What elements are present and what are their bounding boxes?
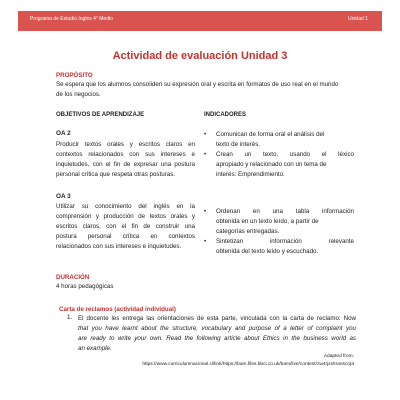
adapted-label: Adapted from: xyxy=(323,354,354,359)
oa2-indicator-2: • Crean un texto, usando el léxico apropiado y relacionado con un tema de interés: Emprendimiento. xyxy=(204,151,354,178)
oa2-text xyxy=(56,140,195,180)
carta-line-1: El docente les entrega las orientaciones de esta parte, vinculada con la carta de reclamo: Now xyxy=(78,315,356,322)
oa2-line-2: contextos relacionados con sus intereses e xyxy=(56,151,195,158)
program-name: Programa de Estudio Inglés 4° Medio xyxy=(30,16,113,22)
oa3-line-5: relacionados con sus intereses e inquietudes. xyxy=(56,243,182,250)
header-bar xyxy=(18,11,382,31)
bullet-icon: • xyxy=(204,131,207,138)
carta-title: Carta de reclamos (actividad individual) xyxy=(59,306,176,313)
oa3-text xyxy=(56,202,195,252)
proposito-line-2: de los negocios. xyxy=(56,91,101,98)
oa2-line-3: inquietudes, con el fin de expresar una postura xyxy=(56,161,195,168)
oa3-line-1: Utilizar su conocimiento del inglés en la xyxy=(56,203,195,210)
oa2-title: OA 2 xyxy=(56,130,71,137)
oa3-indicators xyxy=(204,207,354,257)
bullet-icon: • xyxy=(204,208,207,215)
objetivos-heading: OBJETIVOS DE APRENDIZAJE xyxy=(56,112,145,118)
oa2-indicators xyxy=(204,130,354,180)
oa3-indicator-2: • Sintetizan información relevante obtenida del texto leído y escuchado. xyxy=(204,238,354,255)
duracion-value: 4 horas pedagógicas xyxy=(56,283,114,290)
oa3-line-3: escritos claros, con el fin de construir una xyxy=(56,223,195,230)
proposito-label: PROPÓSITO xyxy=(56,72,93,79)
bullet-icon: • xyxy=(204,151,207,158)
carta-line-2: that you have learnt about the structure, vocabulary and purpose of a letter of complaint you xyxy=(78,325,356,332)
duracion-label: DURACIÓN xyxy=(56,274,90,281)
oa3-line-4: postura personal crítica en contextos xyxy=(56,233,195,240)
oa3-title: OA 3 xyxy=(56,193,71,200)
oa2-line-1: Producir textos orales y escritos claros en xyxy=(56,141,195,148)
oa3-line-2: comprensión y producción de textos orales y xyxy=(56,213,195,220)
oa2-line-4: personal crítica que respeta otras posturas. xyxy=(56,171,176,178)
proposito-text xyxy=(56,80,356,100)
bullet-icon: • xyxy=(204,238,207,245)
carta-item-number: 1. xyxy=(67,314,73,321)
oa2-indicator-1: • Comunican de forma oral el análisis del texto de interés. xyxy=(204,131,325,148)
page-title: Actividad de evaluación Unidad 3 xyxy=(112,50,288,62)
source-link[interactable]: https://www.curriculumnacional.cl/link/https://bam.files.bbci.co.uk/bam/live/content/zw4rjxs/transcript xyxy=(142,362,354,367)
indicadores-heading: INDICADORES xyxy=(204,112,247,118)
proposito-line-1: Se espera que los alumnos consoliden su expresión oral y escrita en formatos de uso real en el mundo xyxy=(56,81,339,88)
carta-line-3: are ready to write your own. Read the following article about Ethics in the business world as xyxy=(78,335,356,342)
oa3-indicator-1: • Ordenan en una tabla información obtenida en un texto leído, a partir de categorías entregadas. xyxy=(204,208,354,235)
unit-label: Unidad 1 xyxy=(347,16,368,22)
carta-line-4: an example. xyxy=(78,345,112,352)
carta-instructions xyxy=(78,314,356,354)
